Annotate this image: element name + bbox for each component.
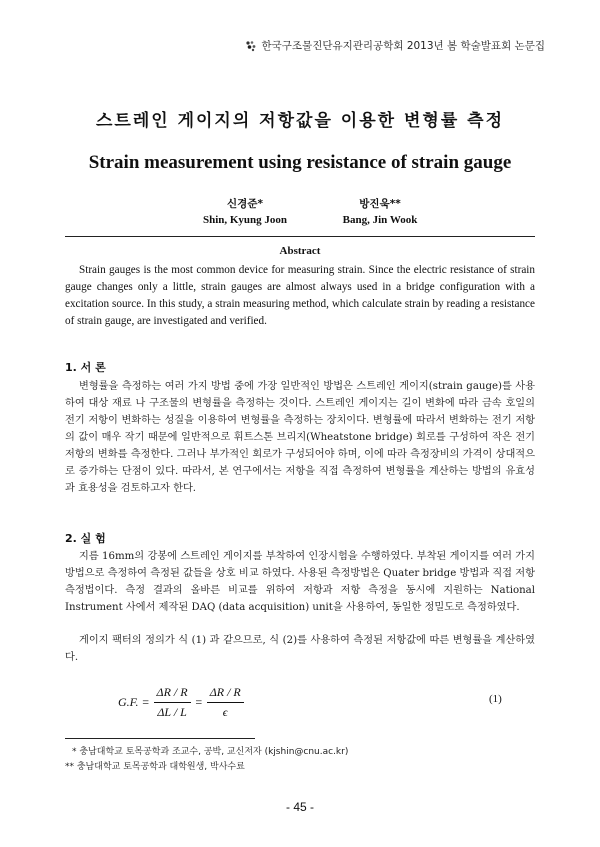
fraction-2-denominator: ϵ	[222, 704, 228, 719]
author-1-korean: 신경준*	[227, 198, 263, 210]
section-1-paragraph: 변형률을 측정하는 여러 가지 방법 중에 가장 일반적인 방법은 스트레인 게이지(strain gauge)를 사용하여 대상 재료 나 구조물의 변형률을 측정하는 것이다. 스트레인 게이지는 길이 변화에 따라 금속 호일의 전기 저항이 변화하는 성질을 이용하여 변형률을 측정하는 장치이다. 변형률에 따라서 변화하는 전기 저항의 값이 매우 작기 때문에 일반적으로 휘트스톤 브리지(Wheatstone bridge) 회로를 구성하여 작은 전기 저항의 변화를 측정한다. 그러나 부가적인 회로가 구성되어야 하며, 이에 따라 측정장비의 가격이 상대적으로 증가하는 단점이 있다. 따라서, 본 연구에서는 저항을 직접 측정하여 변형률을 계산하는 방법의 유효성과 효용성을 검토하고자 한다.	[65, 381, 535, 494]
footnote-2: ** 충남대학교 토목공학과 대학원생, 박사수료	[65, 762, 245, 772]
page-number: - 45 -	[285, 800, 314, 814]
equation-equals: =	[194, 694, 203, 709]
fraction-2-numerator: ΔR / R	[207, 685, 244, 703]
society-logo-icon	[245, 40, 257, 52]
title-english: Strain measurement using resistance of strain gauge	[88, 152, 512, 173]
fraction-1-denominator: ΔL / L	[157, 704, 187, 719]
equation-number: (1)	[489, 693, 502, 705]
header-divider	[65, 236, 535, 237]
header-text: 한국구조물진단유지관리공학회 2013년 봄 학술발표회 논문집	[261, 40, 545, 52]
running-header	[245, 38, 545, 53]
author-1-english: Shin, Kyung Joon	[202, 214, 288, 226]
section-1-heading: 1. 서 론	[65, 361, 106, 374]
author-2-korean: 방진욱**	[359, 198, 401, 210]
equation-fraction-2	[207, 685, 244, 720]
footnote-divider	[65, 738, 255, 739]
section-2-heading: 2. 실 험	[65, 532, 106, 545]
abstract-heading: Abstract	[279, 245, 321, 257]
footnote-1: * 충남대학교 토목공학과 조교수, 공박, 교신저자 (kjshin@cnu.ac.kr)	[72, 747, 349, 757]
section-2-paragraph-2: 게이지 팩터의 정의가 식 (1) 과 같으므로, 식 (2)를 사용하여 측정된 저항값에 따른 변형률을 계산하였다.	[65, 635, 535, 663]
equation-fraction-1	[154, 685, 191, 720]
abstract-body: Strain gauges is the most common device for measuring strain. Since the electric resistance of strain gauge changes only a little, strain gauges are almost always used in a bridge configuration with a excitation source. In this study, a strain measuring method, which calculate strain by reading a resistance of strain gauge, are investigated and verified.	[65, 264, 535, 327]
author-2	[300, 196, 460, 228]
fraction-1-numerator: ΔR / R	[154, 685, 191, 703]
section-2-paragraph-1: 지름 16mm의 강봉에 스트레인 게이지를 부착하여 인장시험을 수행하였다. 부착된 게이지를 여러 가지 방법으로 측정하여 측정된 값들을 상호 비교 하였다. 사용된 측정방법은 Quater bridge 방법과 직접 저항측정법이다. 측정 결과의 올바른 비교를 위하여 저항과 저항 측정을 동시에 지원하는 National Instrument 사에서 제작된 DAQ (data acquisition) unit을 사용하여, 동일한 정밀도로 측정하였다.	[65, 551, 535, 613]
title-korean: 스트레인 게이지의 저항값을 이용한 변형률 측정	[95, 111, 505, 131]
author-2-english: Bang, Jin Wook	[342, 214, 418, 226]
equation-lhs: G.F. =	[118, 694, 150, 709]
equation-1	[118, 682, 248, 722]
